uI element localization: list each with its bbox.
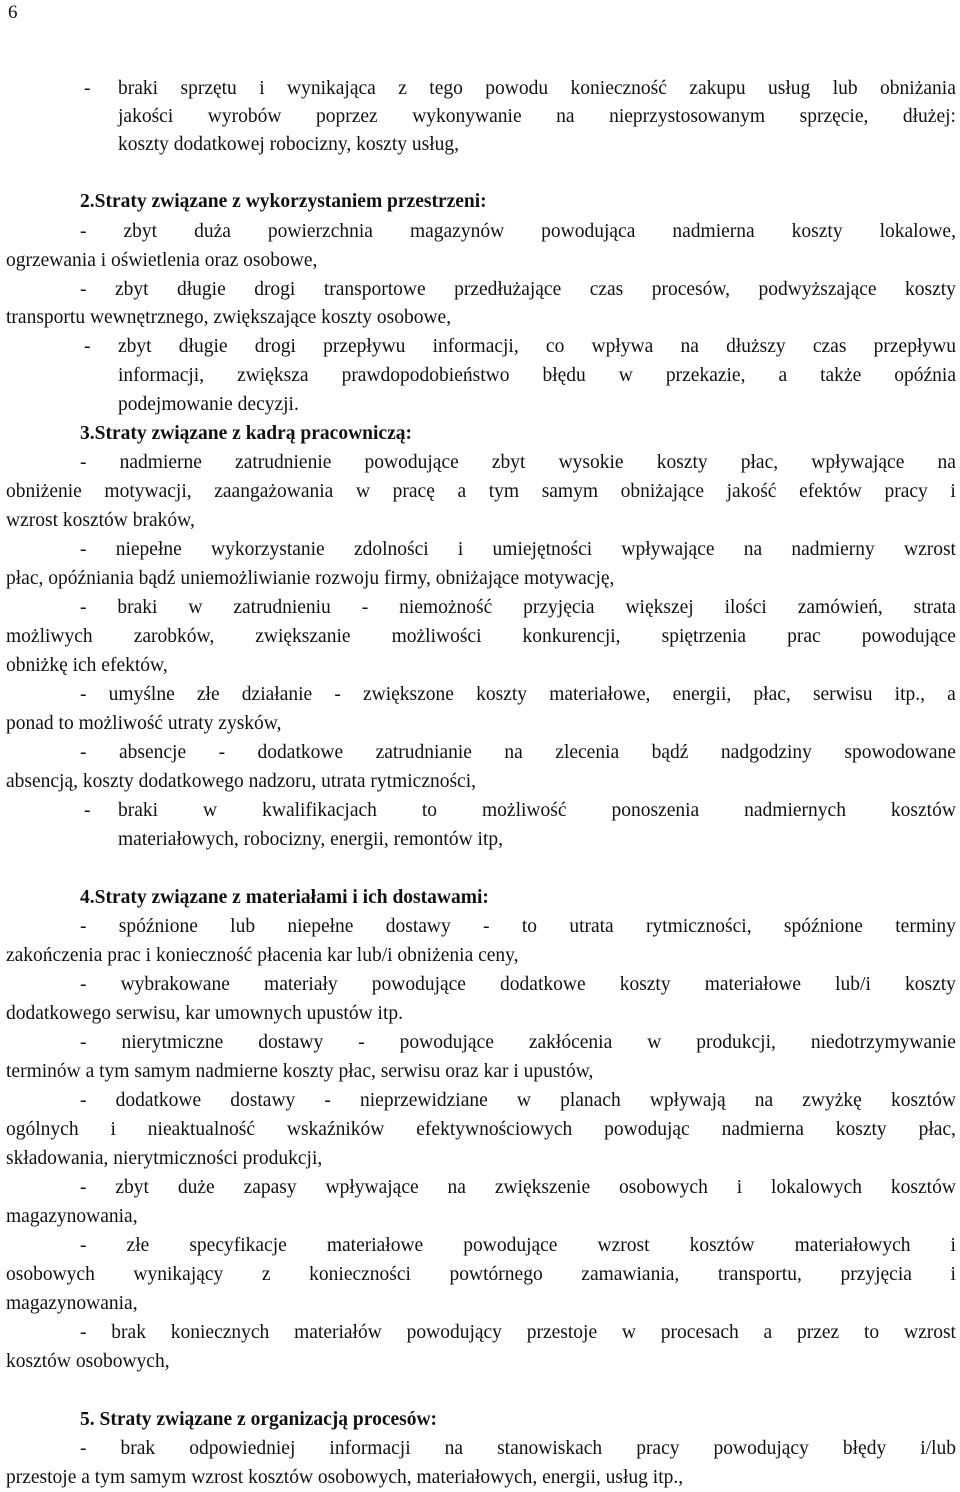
word: tym: [488, 481, 520, 502]
text-line: terminów a tym samym nadmierne koszty płac, serwisu oraz kar i upustów,: [6, 1061, 594, 1082]
word: powodujący: [713, 1438, 809, 1459]
text-line: [80, 1437, 956, 1461]
text-line: [80, 1234, 956, 1258]
word: wyrobów: [207, 106, 282, 127]
text-line: [6, 625, 956, 649]
word: odpowiedniej: [189, 1438, 296, 1459]
word: przekazie,: [665, 365, 746, 386]
word: przez: [797, 1322, 840, 1343]
text-line: transportu wewnętrznego, zwiększające koszty osobowe,: [6, 307, 452, 328]
word: i: [259, 78, 265, 99]
word: opóźnia: [894, 365, 956, 386]
text-line: [80, 741, 956, 765]
text-line: [80, 538, 956, 562]
word: powodując: [604, 1119, 690, 1140]
word: brak: [120, 1438, 156, 1459]
word: działanie: [241, 684, 313, 705]
word: powodujący: [406, 1322, 502, 1343]
word: i: [950, 481, 956, 502]
text-line: przestoje a tym samym wzrost kosztów osobowych, materiałowych, energii, usług itp.,: [6, 1467, 684, 1488]
word: efektów: [799, 481, 862, 502]
text-line: [80, 973, 956, 997]
section-heading: 5. Straty związane z organizacją procesów:: [80, 1409, 438, 1430]
word: specyfikacje: [189, 1235, 287, 1256]
word: nierytmiczne: [121, 1032, 224, 1053]
word: powodujące: [463, 1235, 558, 1256]
text-line: magazynowania,: [6, 1293, 138, 1314]
word: kwalifikacjach: [262, 800, 377, 821]
list-dash: -: [84, 336, 91, 357]
word: w: [647, 1032, 662, 1053]
text-line: wzrost kosztów braków,: [6, 510, 195, 531]
list-dash: -: [84, 800, 91, 821]
word: prawdopodobieństwo: [341, 365, 510, 386]
word: w: [203, 800, 218, 821]
word: powodująca: [541, 221, 636, 242]
word: tego: [429, 78, 463, 99]
word: -: [80, 279, 87, 300]
word: nadmierna: [672, 221, 755, 242]
text-line: magazynowania,: [6, 1206, 138, 1227]
text-line: [118, 105, 956, 129]
word: niepełne: [115, 539, 182, 560]
word: rytmiczności,: [646, 916, 752, 937]
word: zapasy: [243, 1177, 297, 1198]
word: powodujące: [399, 1032, 494, 1053]
word: -: [80, 1090, 87, 1111]
word: konkurencji,: [522, 626, 621, 647]
word: wpływają: [649, 1090, 726, 1111]
word: koszty: [656, 452, 708, 473]
text-line: [118, 335, 956, 359]
word: zdolności: [353, 539, 429, 560]
word: produkcji,: [696, 1032, 776, 1053]
word: -: [80, 1235, 87, 1256]
word: -: [80, 597, 87, 618]
text-line: ogrzewania i oświetlenia oraz osobowe,: [6, 250, 318, 271]
word: płac,: [740, 452, 779, 473]
word: nieaktualność: [147, 1119, 255, 1140]
word: lub/i: [835, 974, 871, 995]
word: konieczności: [309, 1264, 411, 1285]
word: na: [447, 1177, 466, 1198]
word: błędu: [542, 365, 586, 386]
word: na: [680, 336, 699, 357]
word: przepływu: [323, 336, 406, 357]
word: i: [457, 539, 464, 560]
word: w: [355, 481, 371, 502]
word: -: [80, 539, 87, 560]
word: konieczność: [570, 78, 667, 99]
word: koszty: [476, 684, 528, 705]
text-line: [80, 1031, 956, 1055]
word: materiały: [264, 974, 338, 995]
text-line: składowania, nierytmiczności produkcji,: [6, 1148, 323, 1169]
word: lokalowych: [771, 1177, 863, 1198]
word: -: [80, 1177, 87, 1198]
word: zlecenia: [555, 742, 620, 763]
word: wpływa: [591, 336, 654, 357]
text-line: ponad to możliwość utraty zysków,: [6, 713, 282, 734]
text-line: [80, 451, 956, 475]
word: braki: [118, 78, 159, 99]
word: przyjęcia: [840, 1264, 912, 1285]
word: -: [358, 1032, 365, 1053]
word: koszty: [905, 279, 956, 300]
word: wpływające: [811, 452, 905, 473]
text-line: [80, 1089, 956, 1113]
word: sprzęcie,: [799, 106, 869, 127]
word: podwyższające: [758, 279, 877, 300]
word: z: [398, 78, 407, 99]
word: procesach: [660, 1322, 739, 1343]
word: przepływu: [873, 336, 956, 357]
word: możliwości: [391, 626, 482, 647]
word: na: [743, 539, 763, 560]
word: ilości: [724, 597, 767, 618]
word: -: [80, 742, 87, 763]
text-line: [80, 220, 956, 244]
word: -: [80, 684, 87, 705]
word: jakość: [726, 481, 777, 502]
text-line: obniżkę ich efektów,: [6, 655, 168, 676]
word: -: [80, 1322, 87, 1343]
word: w: [188, 597, 203, 618]
word: materiałowych: [794, 1235, 911, 1256]
word: zwiększa: [237, 365, 309, 386]
text-line: [118, 799, 956, 823]
word: na: [937, 452, 956, 473]
word: braki: [118, 800, 159, 821]
word: wykonywanie: [412, 106, 522, 127]
word: kosztów: [689, 1235, 755, 1256]
word: -: [218, 742, 226, 763]
word: dostawy: [230, 1090, 296, 1111]
word: transportowe: [323, 279, 426, 300]
text-line: koszty dodatkowej robocizny, koszty usług,: [118, 134, 460, 155]
word: prac: [787, 626, 821, 647]
word: powodu: [485, 78, 549, 99]
word: osobowych: [6, 1264, 95, 1285]
word: dodatkowe: [257, 742, 344, 763]
word: nieprzystosowanym: [609, 106, 766, 127]
word: także: [820, 365, 862, 386]
word: umyślne: [108, 684, 175, 705]
word: z: [261, 1264, 271, 1285]
word: koszty: [619, 974, 671, 995]
word: koszty: [791, 221, 843, 242]
word: koszty: [904, 974, 956, 995]
word: motywacji,: [104, 481, 192, 502]
word: energii,: [672, 684, 732, 705]
word: wpływające: [621, 539, 715, 560]
word: wpływające: [325, 1177, 419, 1198]
text-line: [80, 683, 956, 707]
word: informacji,: [432, 336, 519, 357]
word: -: [334, 684, 341, 705]
word: nadmierny: [791, 539, 875, 560]
word: -: [80, 221, 87, 242]
word: zwyżkę: [802, 1090, 862, 1111]
word: nadmiernych: [744, 800, 846, 821]
text-line: dodatkowego serwisu, kar umownych upustów itp.: [6, 1003, 403, 1024]
word: lub: [230, 916, 256, 937]
text-line: [80, 278, 956, 302]
word: na: [504, 742, 523, 763]
text-line: [6, 480, 956, 504]
word: powtórnego: [449, 1264, 543, 1285]
word: zwiększanie: [255, 626, 351, 647]
word: dłuższy: [726, 336, 786, 357]
word: a: [763, 1322, 773, 1343]
word: przestoje: [526, 1322, 598, 1343]
word: zatrudnianie: [375, 742, 472, 763]
word: obniżania: [880, 78, 956, 99]
word: duże: [177, 1177, 215, 1198]
word: wskaźników: [286, 1119, 385, 1140]
word: ponoszenia: [611, 800, 700, 821]
section-heading: 2.Straty związane z wykorzystaniem przestrzeni:: [80, 191, 487, 212]
word: utrata: [569, 916, 614, 937]
word: -: [361, 597, 369, 618]
word: płac,: [753, 684, 791, 705]
word: efektywnościowych: [416, 1119, 573, 1140]
word: to: [421, 800, 438, 821]
text-line: podejmowanie decyzji.: [118, 394, 299, 415]
word: zbyt: [114, 279, 149, 300]
word: zakłócenia: [528, 1032, 613, 1053]
word: to: [521, 916, 538, 937]
word: w: [516, 1090, 531, 1111]
word: przyjęcia: [523, 597, 595, 618]
word: zakupu: [689, 78, 746, 99]
word: złe: [196, 684, 220, 705]
word: nadmierne: [119, 452, 202, 473]
word: -: [80, 452, 87, 473]
word: długie: [176, 279, 226, 300]
word: usług: [768, 78, 811, 99]
word: w: [621, 1322, 636, 1343]
text-line: [80, 1176, 956, 1200]
word: transportu,: [717, 1264, 802, 1285]
word: -: [80, 974, 87, 995]
page-number: 6: [8, 2, 18, 23]
word: stanowiskach: [497, 1438, 603, 1459]
word: kosztów: [890, 800, 956, 821]
word: drogi: [254, 336, 296, 357]
word: na: [444, 1438, 464, 1459]
word: błędy: [842, 1438, 887, 1459]
text-line: [80, 1321, 956, 1345]
word: magazynów: [409, 221, 505, 242]
word: nieprzewidziane: [360, 1090, 488, 1111]
word: bądź: [651, 742, 689, 763]
word: niedotrzymywanie: [810, 1032, 956, 1053]
word: absencje: [118, 742, 187, 763]
word: powodujące: [861, 626, 956, 647]
word: w: [618, 365, 633, 386]
text-line: absencją, koszty dodatkowego nadzoru, utrata rytmiczności,: [6, 771, 477, 792]
word: zbyt: [115, 1177, 149, 1198]
word: powodujące: [371, 974, 466, 995]
word: przedłużające: [454, 279, 562, 300]
word: -: [80, 1032, 87, 1053]
word: większej: [625, 597, 694, 618]
word: zamawiania,: [581, 1264, 680, 1285]
word: i: [736, 1177, 743, 1198]
word: spowodowane: [844, 742, 956, 763]
text-line: płac, opóźniania bądź uniemożliwianie rozwoju firmy, obniżające motywację,: [6, 568, 615, 589]
word: zaangażowania: [214, 481, 334, 502]
text-line: [118, 77, 956, 101]
text-line: [118, 364, 956, 388]
word: powodujące: [364, 452, 459, 473]
word: materiałowe: [704, 974, 802, 995]
word: wybrakowane: [120, 974, 230, 995]
word: dostawy: [385, 916, 451, 937]
text-line: [80, 915, 956, 939]
word: złe: [126, 1235, 150, 1256]
word: lub: [832, 78, 858, 99]
word: lokalowe,: [879, 221, 956, 242]
word: obniżające: [620, 481, 705, 502]
word: nadmierna: [721, 1119, 804, 1140]
word: dodatkowe: [115, 1090, 202, 1111]
word: terminy: [895, 916, 956, 937]
word: pracy: [884, 481, 928, 502]
word: czas: [812, 336, 847, 357]
word: wysokie: [558, 452, 624, 473]
word: koszty: [835, 1119, 887, 1140]
word: zwiększenie: [494, 1177, 591, 1198]
word: co: [545, 336, 565, 357]
word: strata: [913, 597, 956, 618]
word: osobowych: [619, 1177, 708, 1198]
word: a: [947, 684, 956, 705]
word: umiejętności: [492, 539, 593, 560]
word: -: [324, 1090, 331, 1111]
text-line: kosztów osobowych,: [6, 1351, 170, 1372]
word: materiałowe: [326, 1235, 424, 1256]
word: procesów,: [651, 279, 731, 300]
text-line: materiałowych, robocizny, energii, remontów itp,: [118, 829, 504, 850]
word: materiałów: [294, 1322, 382, 1343]
text-line: [6, 1118, 956, 1142]
word: czas: [589, 279, 624, 300]
word: zamówień,: [797, 597, 883, 618]
word: nadgodziny: [720, 742, 812, 763]
word: możliwych: [6, 626, 93, 647]
word: wzrost: [903, 1322, 956, 1343]
word: a: [457, 481, 467, 502]
word: planach: [560, 1090, 621, 1111]
word: obniżenie: [6, 481, 82, 502]
section-heading: 4.Straty związane z materiałami i ich dostawami:: [80, 887, 489, 908]
word: zbyt: [118, 336, 152, 357]
word: wynikająca: [287, 78, 376, 99]
word: samym: [541, 481, 599, 502]
word: spóźnione: [118, 916, 198, 937]
word: i: [110, 1119, 116, 1140]
text-line: [6, 1263, 956, 1287]
word: informacji: [329, 1438, 411, 1459]
word: jakości: [118, 106, 174, 127]
word: -: [80, 1438, 87, 1459]
word: poprzez: [315, 106, 378, 127]
word: serwisu: [812, 684, 873, 705]
word: sprzętu: [180, 78, 237, 99]
word: wzrost: [903, 539, 956, 560]
word: i/lub: [920, 1438, 956, 1459]
word: dłużej:: [902, 106, 956, 127]
word: możliwość: [482, 800, 567, 821]
word: kosztów: [890, 1090, 956, 1111]
word: dodatkowe: [500, 974, 586, 995]
word: zwiększone: [362, 684, 454, 705]
list-dash: -: [84, 78, 91, 99]
word: zarobków,: [133, 626, 215, 647]
word: powierzchnia: [267, 221, 373, 242]
word: to: [864, 1322, 880, 1343]
word: zbyt: [123, 221, 158, 242]
word: niepełne: [287, 916, 354, 937]
word: na: [556, 106, 575, 127]
word: spiętrzenia: [661, 626, 747, 647]
word: pracy: [636, 1438, 680, 1459]
word: -: [483, 916, 490, 937]
word: koniecznych: [170, 1322, 270, 1343]
word: duża: [194, 221, 231, 242]
word: kosztów: [890, 1177, 956, 1198]
word: wynikający: [133, 1264, 224, 1285]
text-line: zakończenia prac i konieczność płacenia kar lub/i obniżenia ceny,: [6, 945, 519, 966]
word: zbyt: [491, 452, 526, 473]
word: -: [80, 916, 87, 937]
word: itp.,: [894, 684, 926, 705]
word: pracę: [392, 481, 435, 502]
word: i: [950, 1264, 956, 1285]
word: wzrost: [597, 1235, 650, 1256]
word: na: [754, 1090, 774, 1111]
word: zatrudnieniu: [233, 597, 331, 618]
word: dostawy: [258, 1032, 324, 1053]
word: drogi: [254, 279, 296, 300]
word: braki: [117, 597, 158, 618]
word: ogólnych: [6, 1119, 79, 1140]
word: płac,: [918, 1119, 956, 1140]
word: wykorzystanie: [211, 539, 325, 560]
word: a: [778, 365, 788, 386]
word: niemożność: [399, 597, 493, 618]
word: długie: [178, 336, 228, 357]
word: brak: [111, 1322, 146, 1343]
text-line: [80, 596, 956, 620]
word: i: [950, 1235, 956, 1256]
word: materiałowe,: [549, 684, 651, 705]
word: informacji,: [118, 365, 205, 386]
word: zatrudnienie: [235, 452, 332, 473]
section-heading: 3.Straty związane z kadrą pracowniczą:: [80, 423, 412, 444]
word: spóźnione: [783, 916, 863, 937]
